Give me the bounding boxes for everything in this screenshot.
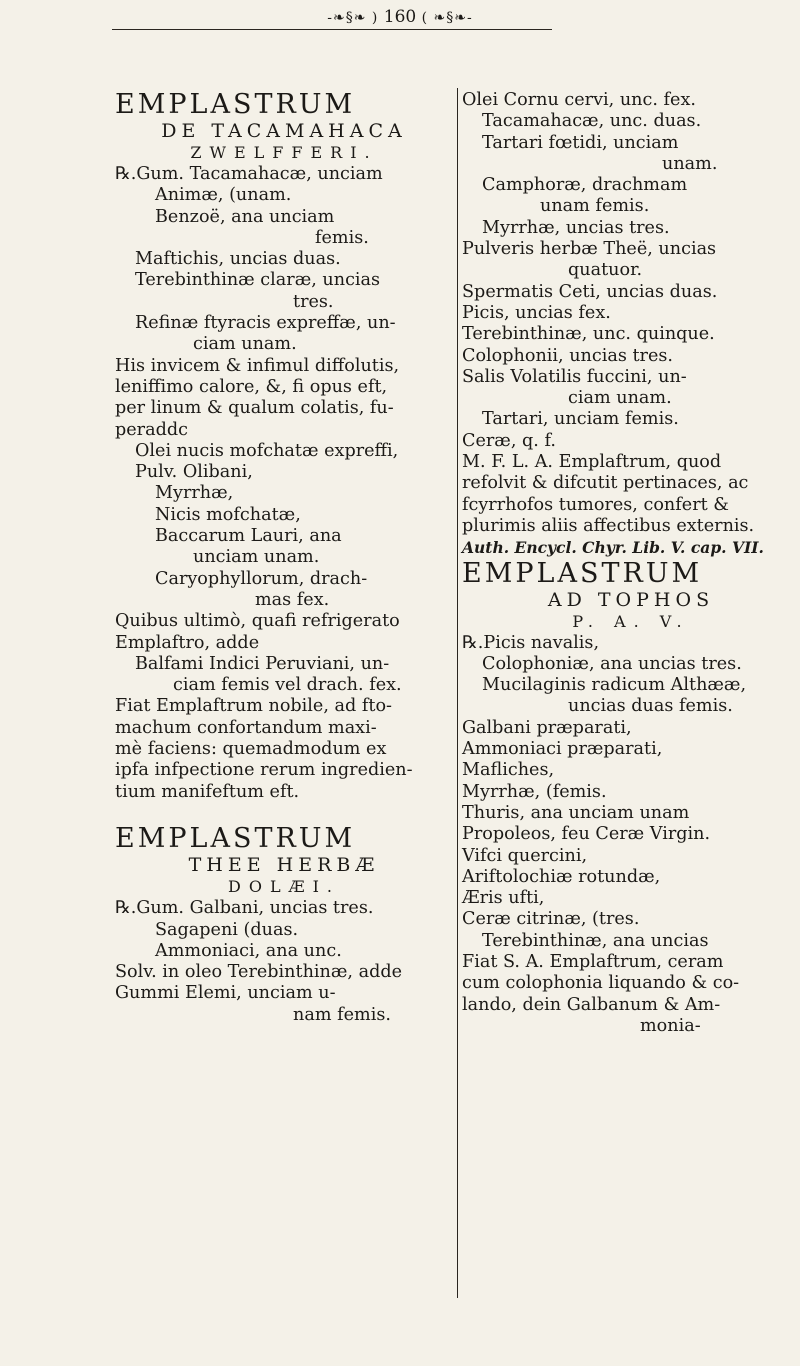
- text-line: Vifci quercini,: [462, 845, 588, 866]
- text-line: ℞.Gum. Tacamahacæ, unciam: [115, 164, 383, 184]
- header-rule: [112, 29, 552, 30]
- text-line: Tartari, unciam femis.: [482, 409, 679, 430]
- text-line: tres.: [293, 291, 334, 312]
- text-line: mas fex.: [255, 589, 330, 610]
- text-line: Pulveris herbæ Theë, uncias: [462, 239, 717, 260]
- text-line: machum confortandum maxi-: [115, 717, 377, 738]
- text-line: ciam unam.: [193, 334, 297, 355]
- text-line: THEE HERBÆ: [188, 854, 380, 877]
- text-line: unam.: [662, 153, 718, 174]
- text-line: lando, dein Galbanum & Am-: [462, 994, 721, 1015]
- header-ornament-right: ( ❧§❧-: [421, 10, 473, 26]
- text-line: Picis, uncias fex.: [462, 302, 611, 323]
- text-line: Quibus ultimò, quafi refrigerato: [115, 611, 400, 632]
- text-line: Myrrhæ,: [155, 483, 234, 504]
- text-line: Terebinthinæ, ana uncias: [482, 930, 709, 951]
- text-line: EMPLASTRUM: [115, 823, 356, 855]
- text-line: DOLÆI.: [228, 877, 340, 897]
- text-line: Terebinthinæ, unc. quinque.: [462, 324, 715, 345]
- text-line: ℞.Picis navalis,: [462, 632, 600, 653]
- text-line: Nicis mofchatæ,: [155, 504, 301, 525]
- column-divider: [457, 88, 458, 1298]
- text-line: Baccarum Lauri, ana: [155, 526, 342, 547]
- text-line: Benzoë, ana unciam: [155, 206, 335, 227]
- text-line: P. A. V.: [572, 611, 690, 631]
- text-line: Ceræ, q. f.: [462, 430, 556, 451]
- text-line: Tacamahacæ, unc. duas.: [482, 111, 702, 132]
- text-line: ipfa infpectione rerum ingredien-: [115, 760, 413, 781]
- text-line: ciam femis vel drach. fex.: [173, 675, 402, 696]
- text-line: Olei Cornu cervi, unc. fex.: [462, 90, 696, 110]
- text-line: Emplaftro, adde: [115, 632, 260, 653]
- text-line: DE TACAMAHACA: [161, 120, 407, 142]
- text-line: femis.: [315, 227, 369, 248]
- text-line: Fiat Emplaftrum nobile, ad fto-: [115, 696, 392, 717]
- text-line: Ammoniaci præparati,: [462, 739, 663, 760]
- text-line: M. F. L. A. Emplaftrum, quod: [462, 452, 722, 473]
- text-line: monia-: [640, 1015, 701, 1036]
- text-line: Tartari fœtidi, unciam: [482, 132, 679, 153]
- text-line: Ariftolochiæ rotundæ,: [462, 866, 661, 887]
- text-line: mè faciens: quemadmodum ex: [115, 739, 387, 760]
- text-line: ZWELFFERI.: [190, 143, 378, 162]
- text-line: uncias duas femis.: [568, 696, 733, 717]
- text-line: Maftichis, uncias duas.: [135, 249, 341, 270]
- text-line: Galbani præparati,: [462, 717, 632, 738]
- text-line: Spermatis Ceti, uncias duas.: [462, 281, 718, 302]
- text-line: Olei nucis mofchatæ expreffi,: [135, 440, 399, 461]
- text-line: Auth. Encycl. Chyr. Lib. V. cap. VII.: [462, 538, 764, 558]
- text-line: unam femis.: [540, 196, 650, 217]
- text-line: Caryophyllorum, drach-: [155, 568, 368, 589]
- text-line: refolvit & difcutit pertinaces, ac: [462, 473, 749, 494]
- text-line: unciam unam.: [193, 547, 320, 568]
- text-line: Fiat S. A. Emplaftrum, ceram: [462, 951, 724, 972]
- text-line: per linum & qualum colatis, fu-: [115, 398, 394, 419]
- text-line: Sagapeni (duas.: [155, 919, 299, 940]
- text-line: Balfami Indici Peruviani, un-: [135, 653, 390, 674]
- text-line: cum colophonia liquando & co-: [462, 973, 740, 994]
- text-line: Animæ, (unam.: [155, 185, 292, 206]
- text-line: Thuris, ana unciam unam: [462, 802, 690, 823]
- text-line: [115, 803, 453, 824]
- text-line: Gummi Elemi, unciam u-: [115, 983, 336, 1004]
- text-line: EMPLASTRUM: [115, 89, 356, 120]
- text-line: AD TOPHOS: [547, 588, 715, 611]
- right-column: [462, 90, 800, 1037]
- text-line: Ceræ citrinæ, (tres.: [462, 909, 640, 930]
- text-line: fcyrrhofos tumores, confert &: [462, 494, 729, 515]
- text-line: Propoleos, feu Ceræ Virgin.: [462, 824, 711, 845]
- text-line: Mafliches,: [462, 760, 555, 781]
- text-line: quatuor.: [568, 260, 643, 281]
- text-line: ℞.Gum. Galbani, uncias tres.: [115, 898, 374, 919]
- text-line: Salis Volatilis fuccini, un-: [462, 366, 687, 387]
- text-line: Terebinthinæ claræ, uncias: [135, 270, 381, 291]
- text-line: Colophonii, uncias tres.: [462, 345, 673, 366]
- text-line: Pulv. Olibani,: [135, 462, 253, 483]
- text-line: plurimis aliis affectibus externis.: [462, 515, 755, 536]
- text-line: Myrrhæ, uncias tres.: [482, 217, 670, 238]
- text-line: His invicem & infimul diffolutis,: [115, 355, 400, 376]
- text-line: Myrrhæ, (femis.: [462, 781, 607, 802]
- header-ornament-left: -❧§❧ ): [327, 10, 379, 26]
- text-line: leniffimo calore, &, fi opus eft,: [115, 376, 388, 397]
- text-line: Æris ufti,: [462, 888, 545, 909]
- page-number: 160: [383, 7, 417, 27]
- text-line: peraddc: [115, 419, 188, 440]
- text-line: Solv. in oleo Terebinthinæ, adde: [115, 962, 403, 983]
- text-line: EMPLASTRUM: [462, 557, 703, 589]
- text-line: Refinæ ftyracis expreffæ, un-: [135, 313, 396, 334]
- text-line: ciam unam.: [568, 388, 672, 409]
- text-line: tium manifeftum eft.: [115, 781, 300, 802]
- left-column: [115, 90, 453, 1026]
- text-line: Camphoræ, drachmam: [482, 175, 688, 196]
- text-line: Colophoniæ, ana uncias tres.: [482, 653, 742, 674]
- running-header: [0, 4, 800, 30]
- text-line: nam femis.: [293, 1004, 391, 1025]
- text-line: Mucilaginis radicum Althææ,: [482, 675, 747, 696]
- text-line: Ammoniaci, ana unc.: [155, 940, 342, 961]
